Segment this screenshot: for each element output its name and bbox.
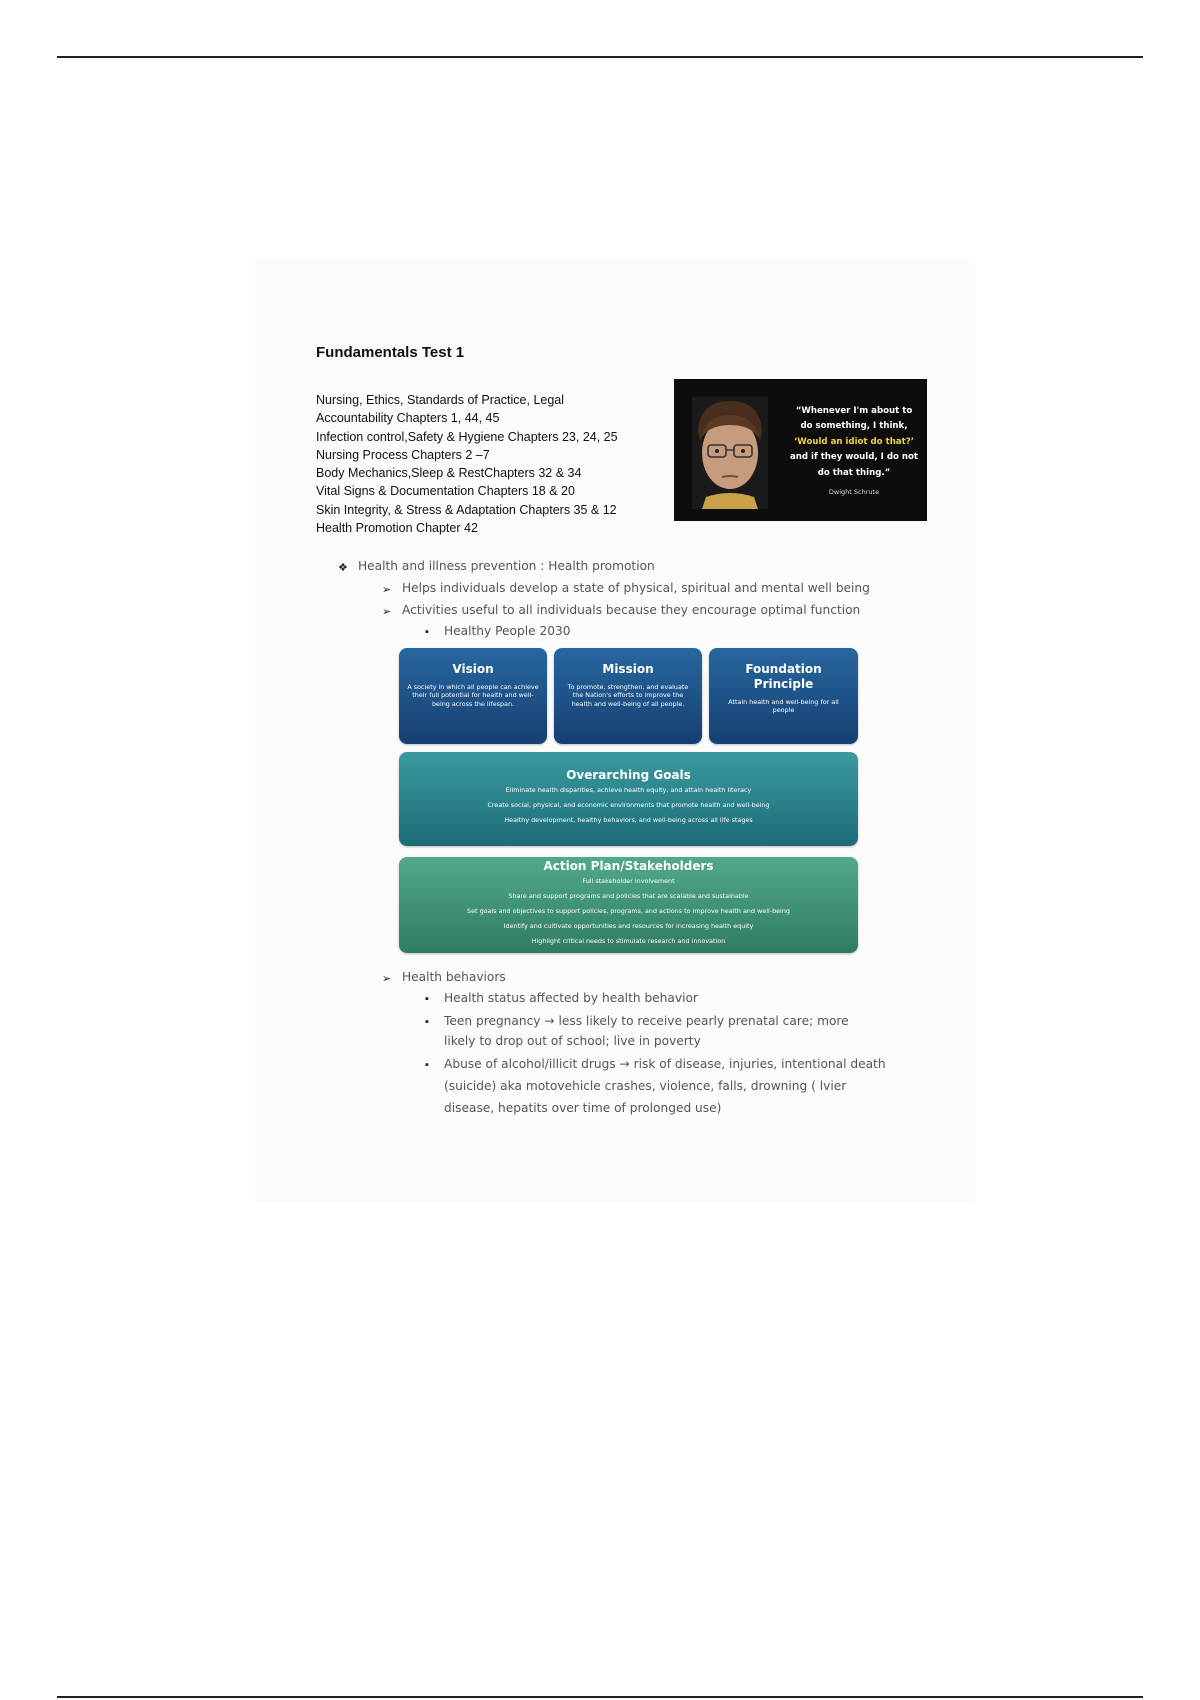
chapter-line: Nursing Process Chapters 2 –7 [316, 447, 490, 462]
chapter-line: Vital Signs & Documentation Chapters 18 & 20 [316, 484, 575, 499]
quote-image [674, 379, 927, 521]
outline-teen-pregnancy-cont: likely to drop out of school; live in poverty [444, 1034, 701, 1048]
foundation-title-line: Foundation [745, 662, 822, 676]
mission-desc: To promote, strengthen, and evaluate the Nation's efforts to improve the health and well-being of all people. [567, 683, 689, 708]
outline-health-promotion: Health and illness prevention : Health promotion [358, 559, 655, 573]
vision-card [399, 648, 547, 744]
arrow-bullet-icon: ➢ [382, 973, 392, 985]
outline-status: Health status affected by health behavior [444, 991, 698, 1005]
foundation-desc: Attain health and well-being for all people [728, 698, 839, 715]
outline-helps: Helps individuals develop a state of physical, spiritual and mental well being [402, 581, 870, 595]
foundation-title-line: Principle [753, 677, 814, 691]
outline-abuse-cont: (suicide) aka motovehicle crashes, violence, falls, drowning ( lvier [444, 1079, 847, 1093]
chapter-line: Skin Integrity, & Stress & Adaptation Chapters 35 & 12 [316, 502, 617, 517]
square-bullet-icon: ▪ [425, 626, 429, 638]
square-bullet-icon: ▪ [425, 1059, 429, 1071]
goals-line: Healthy development, healthy behaviors, and well-being across all life stages [504, 816, 753, 824]
chapter-line: Nursing, Ethics, Standards of Practice, Legal [316, 393, 565, 407]
quote-line: do that thing.” [817, 467, 891, 478]
square-bullet-icon: ▪ [425, 993, 429, 1005]
outline-abuse-cont: disease, hepatits over time of prolonged use) [444, 1101, 722, 1115]
action-line: Set goals and objectives to support policies, programs, and actions to improve health and well-being [467, 907, 790, 915]
chapter-line: Accountability Chapters 1, 44, 45 [316, 411, 500, 426]
diamond-bullet-icon: ❖ [338, 562, 348, 574]
goals-card [399, 752, 858, 846]
action-line: Share and support programs and policies that are scalable and sustainable [508, 892, 749, 900]
arrow-bullet-icon: ➢ [382, 606, 392, 618]
vision-desc: A society in which all people can achieve their full potential for health and well-being across the lifespan. [407, 683, 539, 708]
foundation-title [709, 662, 858, 692]
quote-line: do something, I think, [800, 421, 908, 432]
quote-highlight: ‘Would an idiot do that?’ [794, 436, 914, 447]
mission-title: Mission [602, 662, 654, 676]
goals-line: Eliminate health disparities, achieve health equity, and attain health literacy [505, 786, 752, 794]
square-bullet-icon: ▪ [425, 1016, 429, 1028]
outline-abuse: Abuse of alcohol/illicit drugs → risk of disease, injuries, intentional death [444, 1057, 886, 1071]
chapter-line: Health Promotion Chapter 42 [316, 521, 478, 536]
action-plan-title: Action Plan/Stakeholders [543, 859, 714, 873]
goals-title: Overarching Goals [566, 768, 691, 782]
action-plan-card [399, 857, 858, 953]
quote-text [786, 404, 922, 497]
action-line: Highlight critical needs to stimulate research and innovation [531, 937, 726, 945]
outline-activities: Activities useful to all individuals because they encourage optimal function [402, 603, 861, 617]
quote-line: “Whenever I'm about to [795, 406, 913, 416]
mission-card [554, 648, 702, 744]
bottom-rule [57, 1696, 1143, 1698]
portrait-icon [692, 397, 768, 509]
foundation-card [709, 648, 858, 744]
goals-line: Create social, physical, and economic environments that promote health and well-being [487, 801, 770, 809]
top-rule [57, 56, 1143, 58]
arrow-bullet-icon: ➢ [382, 584, 392, 596]
action-line: Full stakeholder involvement [582, 877, 675, 885]
outline-healthy-people: Healthy People 2030 [444, 624, 571, 638]
quote-author: Dwight Schrute [828, 488, 880, 497]
outline-teen-pregnancy: Teen pregnancy → less likely to receive pearly prenatal care; more [444, 1014, 849, 1028]
outline-health-behaviors: Health behaviors [402, 970, 506, 984]
action-line: Identify and cultivate opportunities and resources for increasing health equity [503, 922, 754, 930]
chapter-line: Body Mechanics,Sleep & RestChapters 32 & 34 [316, 466, 582, 481]
chapter-list [316, 391, 656, 537]
document-title: Fundamentals Test 1 [316, 344, 465, 361]
quote-line: and if they would, I do not [789, 452, 919, 463]
vision-title: Vision [452, 662, 494, 676]
chapter-line: Infection control,Safety & Hygiene Chapters 23, 24, 25 [316, 429, 618, 444]
